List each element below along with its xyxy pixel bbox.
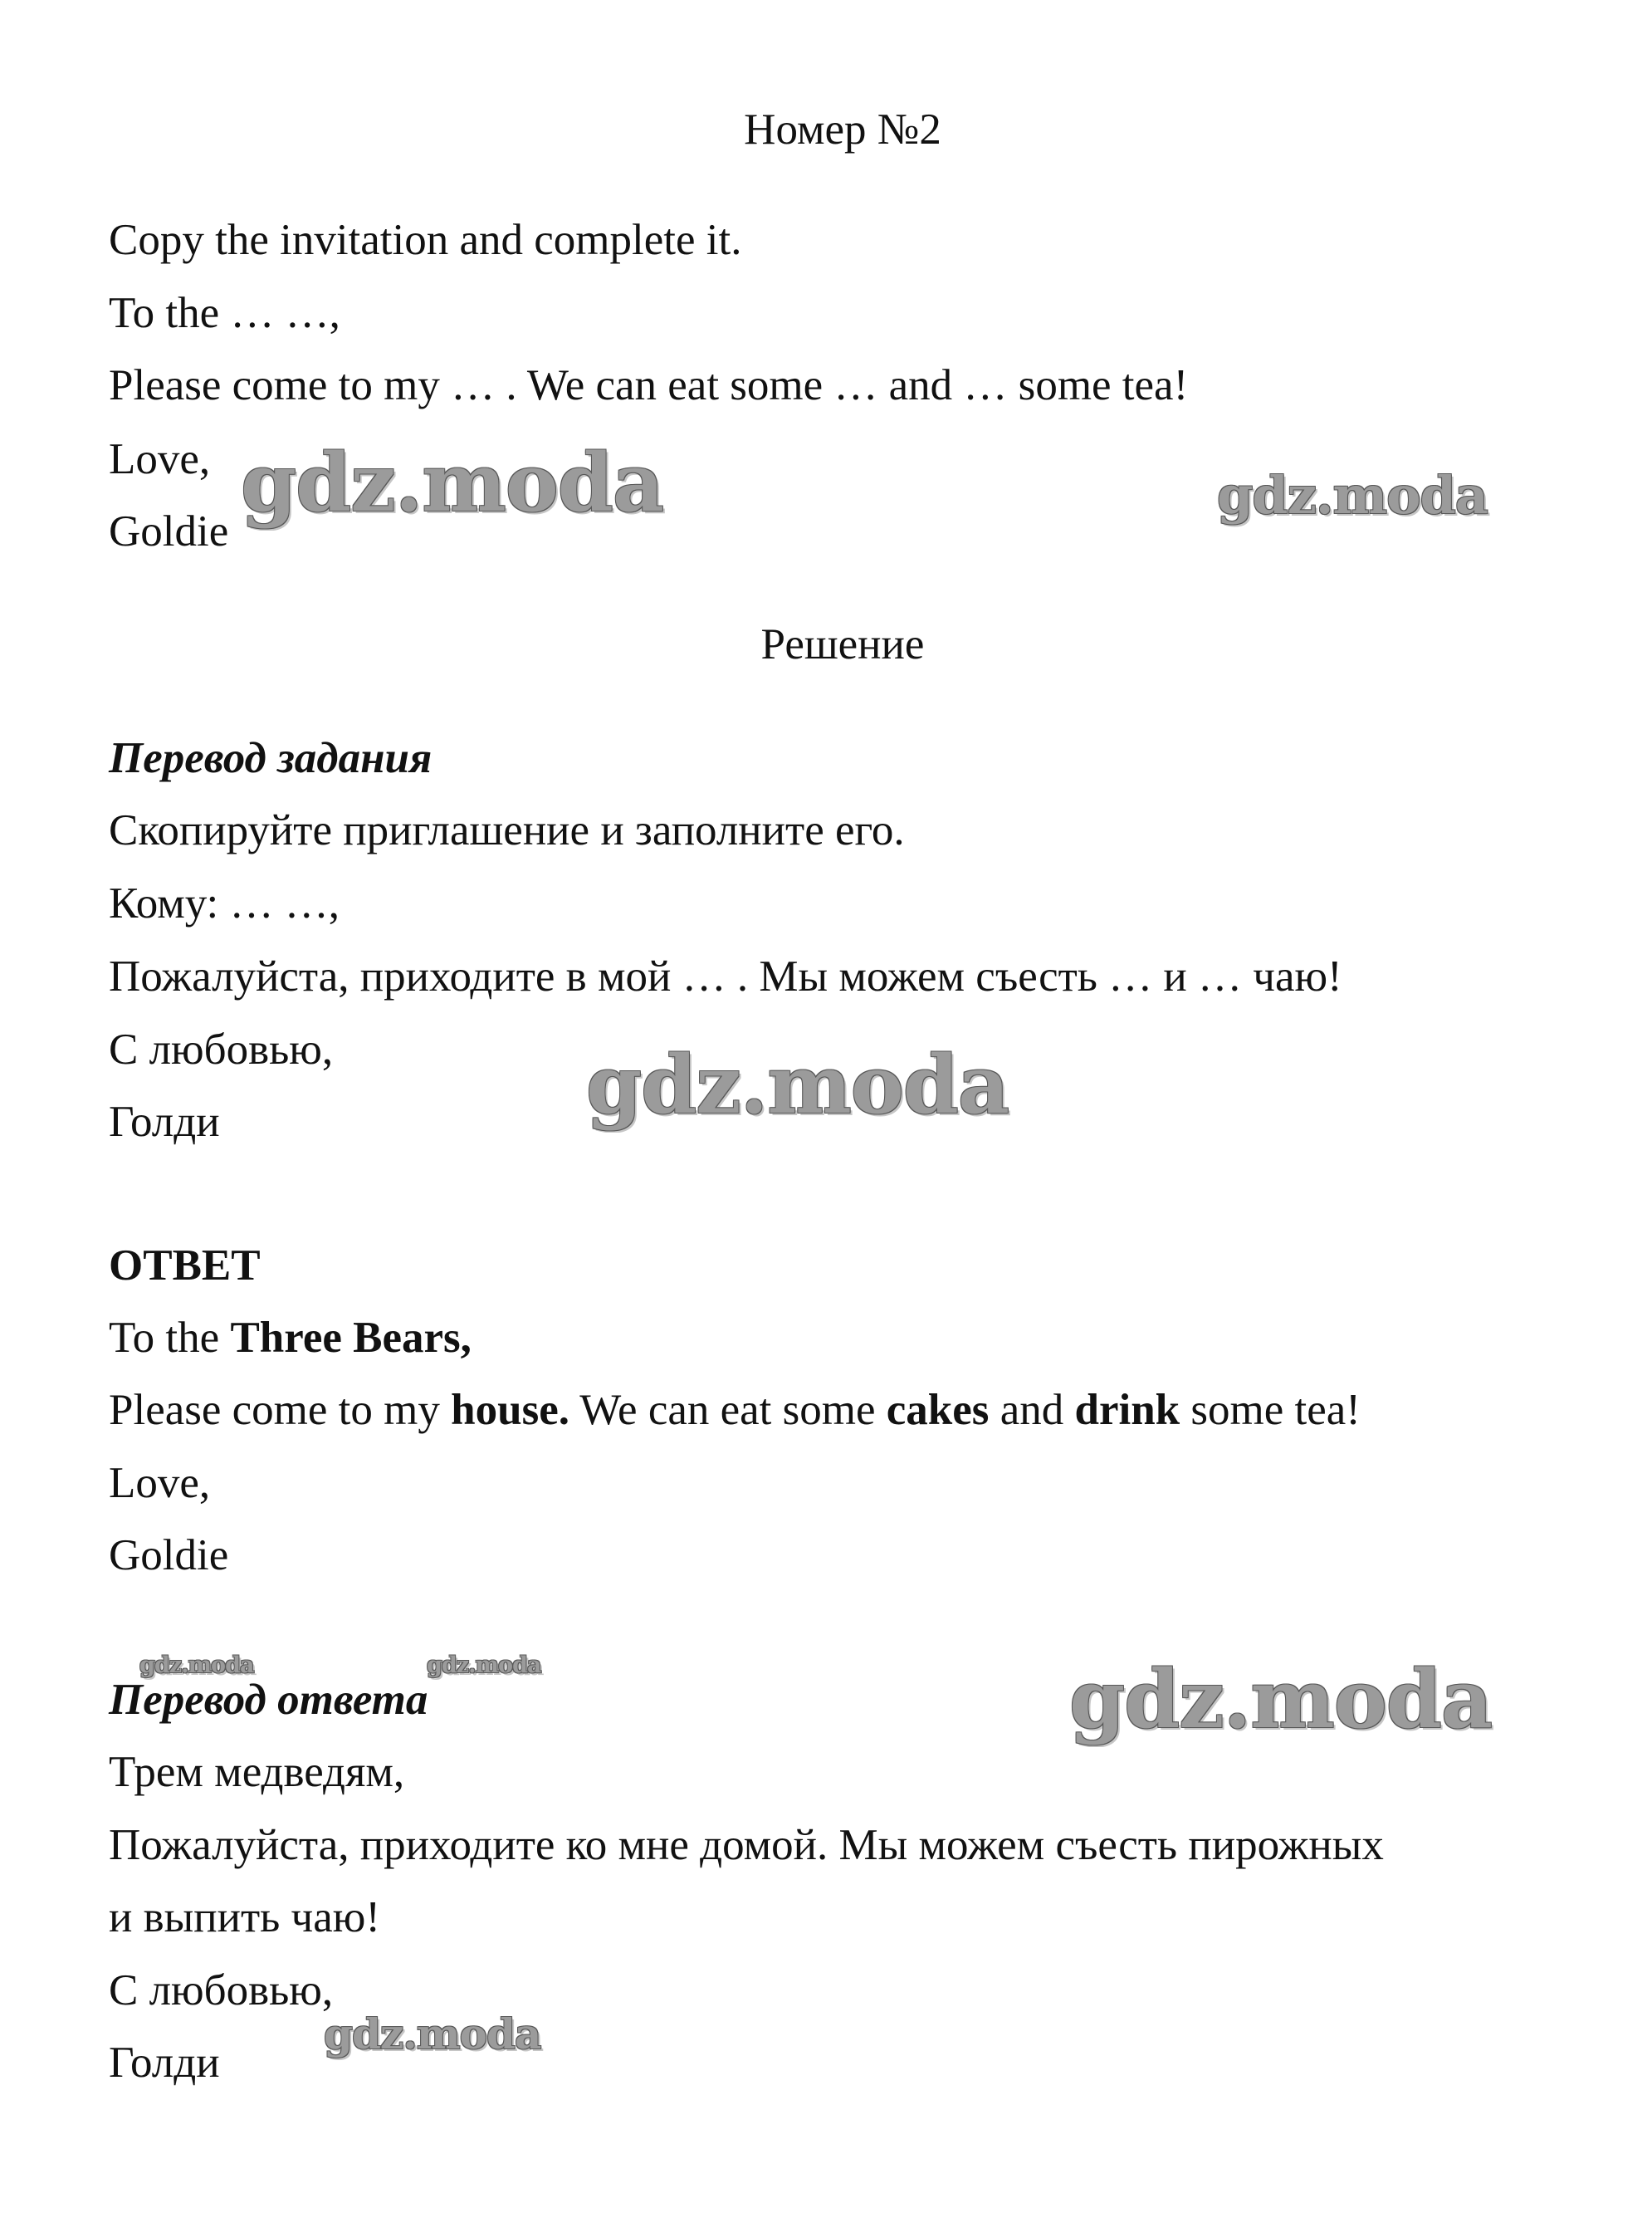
- answer-translation-closing: С любовью,: [109, 1966, 334, 2014]
- answer-body-part1: Please come to my: [109, 1386, 452, 1434]
- answer-translation-greeting: Трем медведям,: [109, 1748, 405, 1796]
- answer-body-part4: some tea!: [1180, 1386, 1361, 1434]
- watermark-logo: gdz.moda: [427, 1652, 541, 1678]
- task-translation-signature: Голди: [109, 1098, 220, 1146]
- answer-heading: ОТВЕТ: [109, 1241, 261, 1290]
- watermark-logo: gdz.moda: [586, 1038, 1009, 1132]
- task-translation-instruction: Скопируйте приглашение и заполните его.: [109, 806, 905, 854]
- answer-body-fill-drink: drink: [1074, 1386, 1180, 1434]
- task-translation-body: Пожалуйста, приходите в мой … . Мы можем съесть … и … чаю!: [109, 952, 1342, 1001]
- solution-heading: Решение: [760, 620, 925, 668]
- watermark-logo: gdz.moda: [1069, 1652, 1493, 1746]
- answer-translation-heading: Перевод ответа: [109, 1676, 428, 1724]
- answer-translation-body-line1: Пожалуйста, приходите ко мне домой. Мы можем съесть пирожных: [109, 1821, 1384, 1869]
- task-translation-heading: Перевод задания: [109, 734, 433, 782]
- task-greeting: To the … …,: [109, 289, 340, 337]
- answer-closing: Love,: [109, 1459, 211, 1507]
- watermark-logo: gdz.moda: [1217, 465, 1488, 526]
- task-body: Please come to my … . We can eat some … and … some tea!: [109, 361, 1189, 409]
- answer-body-fill-house: house.: [451, 1386, 569, 1434]
- answer-signature: Goldie: [109, 1531, 229, 1579]
- task-instruction: Copy the invitation and complete it.: [109, 216, 742, 264]
- answer-translation-body-line2: и выпить чаю!: [109, 1893, 380, 1941]
- watermark-logo: gdz.moda: [241, 436, 664, 530]
- answer-greeting-prefix: To the: [109, 1314, 231, 1362]
- page-title: Номер №2: [744, 105, 941, 154]
- task-translation-closing: С любовью,: [109, 1025, 334, 1074]
- task-signature: Goldie: [109, 507, 229, 556]
- answer-body: [109, 1385, 1361, 1435]
- task-closing: Love,: [109, 435, 211, 483]
- watermark-logo: gdz.moda: [139, 1652, 254, 1678]
- answer-body-fill-cakes: cakes: [886, 1386, 990, 1434]
- task-translation-greeting: Кому: … …,: [109, 879, 340, 928]
- answer-body-part2: We can eat some: [569, 1386, 887, 1434]
- answer-translation-signature: Голди: [109, 2039, 220, 2087]
- answer-greeting: [109, 1313, 472, 1363]
- answer-body-part3: and: [989, 1386, 1075, 1434]
- answer-greeting-fill: Three Bears,: [230, 1314, 472, 1362]
- watermark-logo: gdz.moda: [324, 2009, 541, 2058]
